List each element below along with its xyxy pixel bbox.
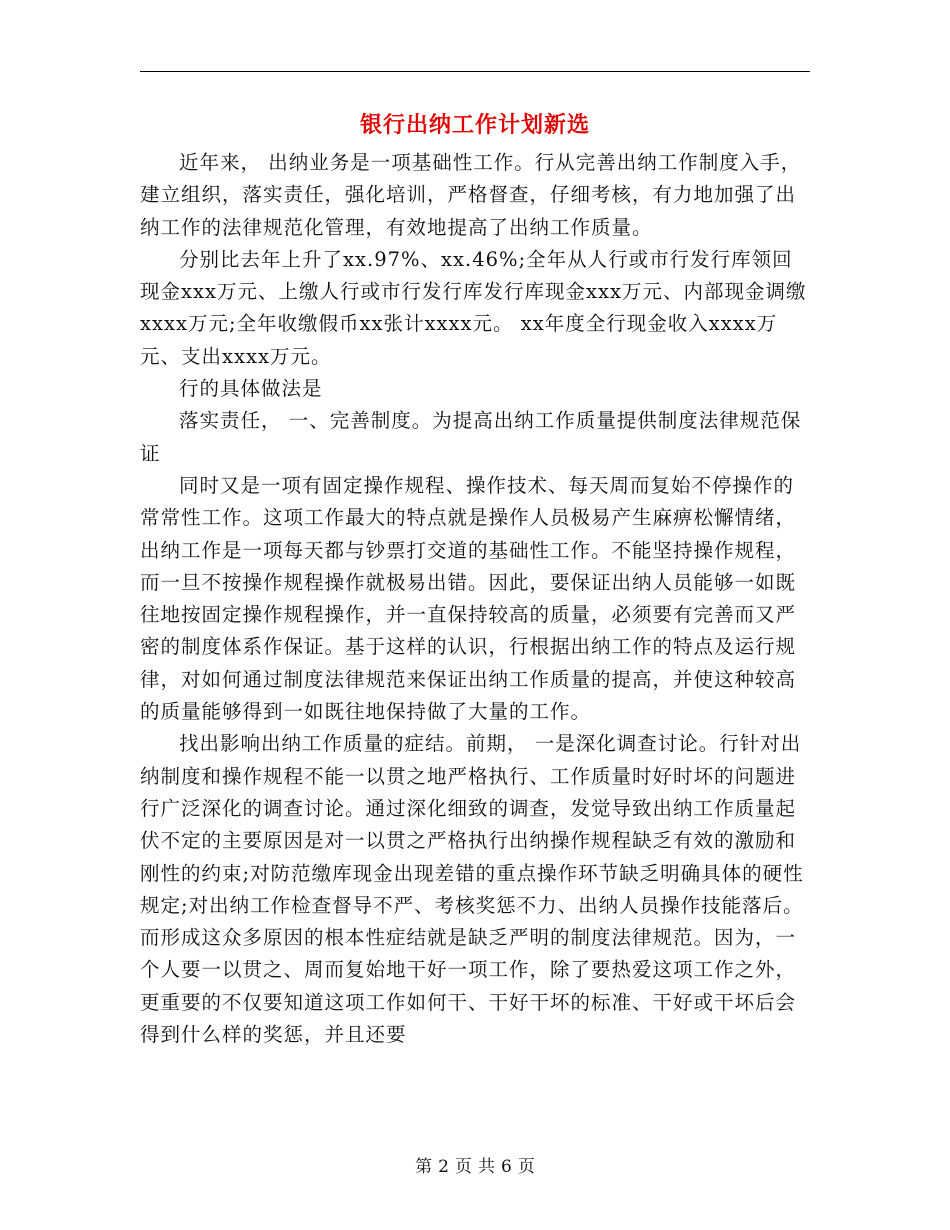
footer-page-word: 页 (455, 1157, 472, 1177)
paragraph: 落实责任， 一、完善制度。为提高出纳工作质量提供制度法律规范保证 (140, 409, 802, 465)
page-footer (0, 1152, 950, 1177)
paragraph: 同时又是一项有固定操作规程、操作技术、每天周而复始不停操作的常常性工作。这项工作最大的特点就是操作人员极易产生麻痹松懈情绪， 出纳工作是一项每天都与钞票打交道的基础性工作。不能坚持操作规程，而一旦不按操作规程操作就极易出错。因此，要保证出纳人员能够一如既往地按固定操作规程操作，并一直保持较高的质量，必须要有完善而又严密的制度体系作保证。基于这样的认识，行根据出纳工作的特点及运行规律，对如何通过制度法律规范来保证出纳工作质量的提高，并使这种较高的质量能够得到一如既往地保持做了大量的工作。 (140, 473, 797, 724)
header-rule (140, 71, 810, 72)
paragraph: 找出影响出纳工作质量的症结。前期， 一是深化调查讨论。行针对出纳制度和操作规程不能一以贯之地严格执行、工作质量时好时坏的问题进行广泛深化的调查讨论。通过深化细致的调查，发觉导致出纳工作质量起伏不定的主要原因是对一以贯之严格执行出纳操作规程缺乏有效的激励和刚性的约束;对防范缴库现金出现差错的重点操作环节缺乏明确具体的硬性规定;对出纳工作检查督导不严、考核奖惩不力、出纳人员操作技能落后。而形成这众多原因的根本性症结就是缺乏严明的制度法律规范。因为，一个人要一以贯之、周而复始地干好一项工作，除了要热爱这项工作之外，更重要的不仅要知道这项工作如何干、干好干坏的标准、干好或干坏后会得到什么样的奖惩，并且还要 (140, 732, 804, 1047)
paragraph: 行的具体做法是 (179, 377, 323, 401)
footer-suffix: 页 (517, 1157, 535, 1177)
footer-prefix: 第 (415, 1157, 433, 1177)
footer-total-pages: 6 (501, 1157, 512, 1177)
document-title: 银行出纳工作计划新选 (359, 112, 590, 138)
document-body (140, 147, 810, 1051)
footer-total-word: 共 (478, 1157, 495, 1177)
paragraph: 近年来， 出纳业务是一项基础性工作。行从完善出纳工作制度入手，建立组织，落实责任，强化培训，严格督查，仔细考核，有力地加强了出纳工作的法律规范化管理，有效地提高了出纳工作质量。 (140, 151, 802, 239)
footer-current-page: 2 (438, 1157, 449, 1177)
paragraph: 分别比去年上升了xx.97%、xx.46%;全年从人行或市行发行库领回现金xxx万元、上缴人行或市行发行库发行库现金xxx万元、内部现金调缴xxxx万元;全年收缴假币xx张计xxxx元。 xx年度全行现金收入xxxx万元、支出xxxx万元。 (140, 247, 807, 368)
